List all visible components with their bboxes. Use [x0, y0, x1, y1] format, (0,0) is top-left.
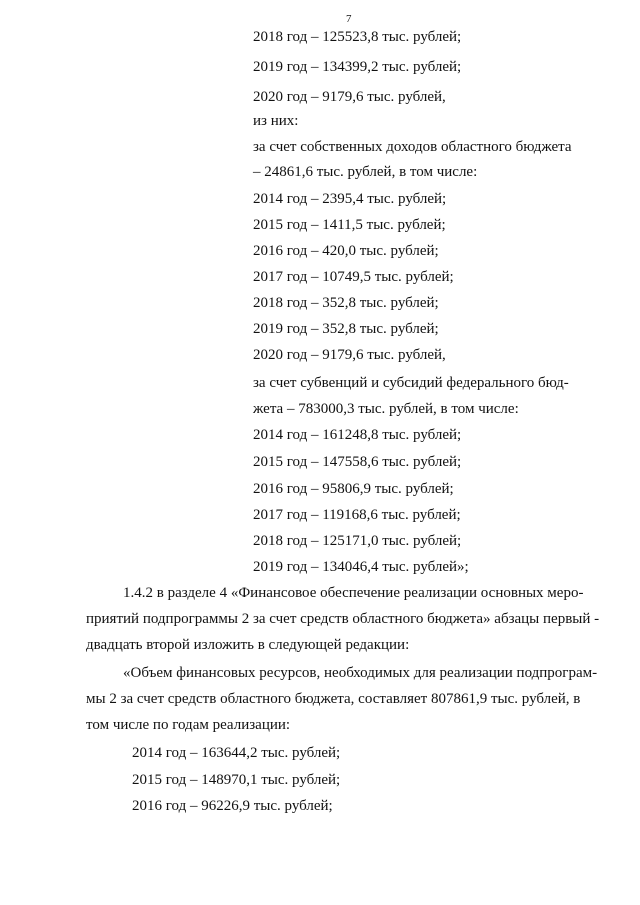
list-item: 2015 год – 1411,5 тыс. рублей;	[253, 217, 446, 233]
list-item: 2019 год – 134399,2 тыс. рублей;	[253, 59, 462, 75]
list-item: – 24861,6 тыс. рублей, в том числе:	[253, 164, 478, 180]
list-item: за счет собственных доходов областного бюджета	[253, 139, 572, 155]
list-item: 2019 год – 352,8 тыс. рублей;	[253, 321, 439, 337]
list-item: 2014 год – 2395,4 тыс. рублей;	[253, 191, 447, 207]
quote-paragraph-line: мы 2 за счет средств областного бюджета, составляет 807861,9 тыс. рублей, в	[86, 691, 581, 707]
quote-paragraph-line: «Объем финансовых ресурсов, необходимых для реализации подпрограм-	[123, 665, 598, 681]
list-item: 2016 год – 96226,9 тыс. рублей;	[132, 798, 333, 814]
list-item: 2018 год – 125171,0 тыс. рублей;	[253, 533, 462, 549]
section-paragraph-line: двадцать второй изложить в следующей редакции:	[86, 637, 410, 653]
list-item: 2015 год – 148970,1 тыс. рублей;	[132, 772, 341, 788]
list-item: 2014 год – 161248,8 тыс. рублей;	[253, 427, 462, 443]
list-item: 2020 год – 9179,6 тыс. рублей,	[253, 347, 446, 363]
section-paragraph-line: приятий подпрограммы 2 за счет средств областного бюджета» абзацы первый -	[86, 611, 600, 627]
list-item: 2017 год – 119168,6 тыс. рублей;	[253, 507, 461, 523]
list-item: 2017 год – 10749,5 тыс. рублей;	[253, 269, 454, 285]
list-item: 2020 год – 9179,6 тыс. рублей,	[253, 89, 446, 105]
list-item: 2018 год – 125523,8 тыс. рублей;	[253, 29, 462, 45]
section-paragraph-line: 1.4.2 в разделе 4 «Финансовое обеспечение реализации основных меро-	[123, 585, 584, 601]
list-item: 2016 год – 420,0 тыс. рублей;	[253, 243, 439, 259]
list-item: 2019 год – 134046,4 тыс. рублей»;	[253, 559, 469, 575]
list-item: из них:	[253, 113, 299, 129]
quote-paragraph-line: том числе по годам реализации:	[86, 717, 291, 733]
list-item: 2014 год – 163644,2 тыс. рублей;	[132, 745, 341, 761]
list-item: за счет субвенций и субсидий федерального бюд-	[253, 375, 569, 391]
list-item: 2018 год – 352,8 тыс. рублей;	[253, 295, 439, 311]
list-item: жета – 783000,3 тыс. рублей, в том числе:	[253, 401, 519, 417]
page-number: 7	[346, 13, 352, 25]
list-item: 2016 год – 95806,9 тыс. рублей;	[253, 481, 454, 497]
list-item: 2015 год – 147558,6 тыс. рублей;	[253, 454, 462, 470]
